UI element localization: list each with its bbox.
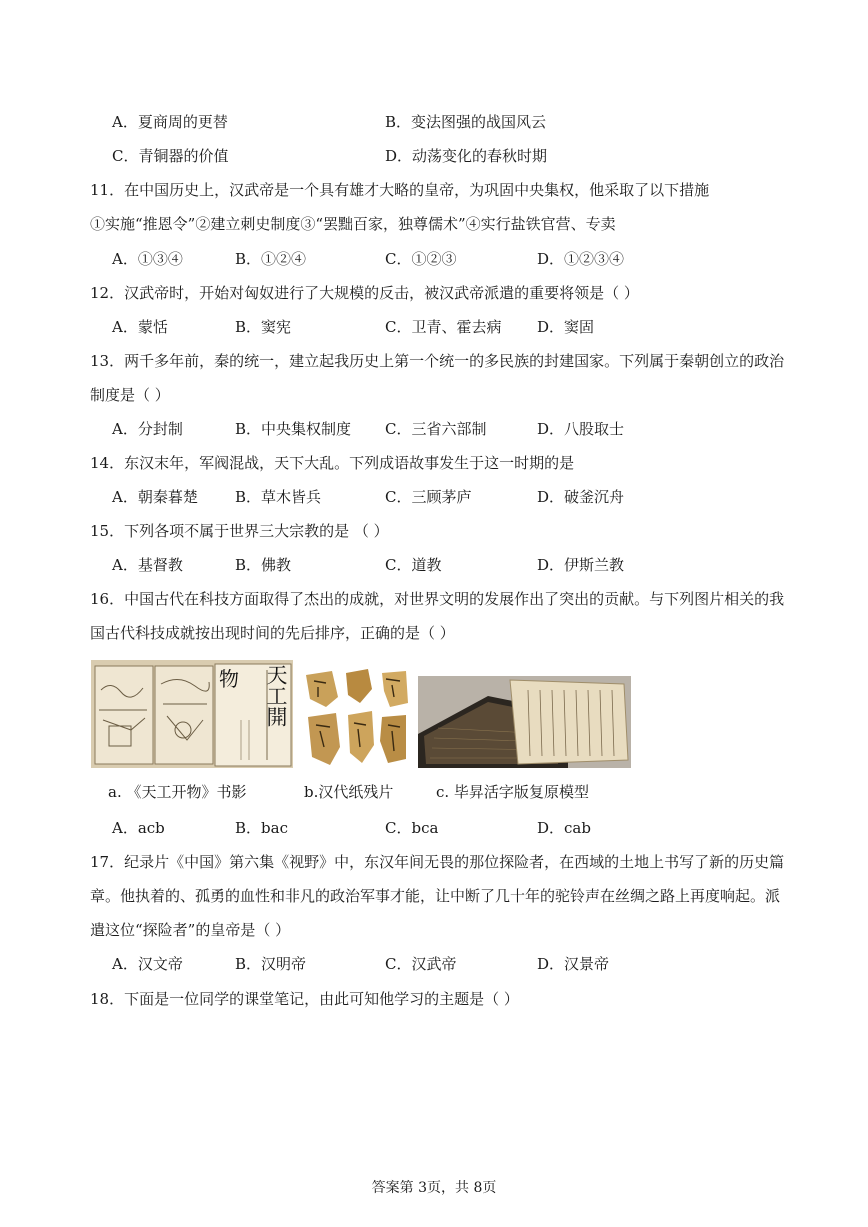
q16-stem-continued: 国古代科技成就按出现时间的先后排序，正确的是（ ） xyxy=(90,624,455,642)
q14-option-b: B．草木皆兵 xyxy=(235,488,322,506)
q17-option-c: C．汉武帝 xyxy=(385,955,457,973)
q17-stem-continued: 章。他执着的、孤勇的血性和非凡的政治军事才能，让中断了几十年的驼铃声在丝绸之路上再度响起。派 xyxy=(90,887,781,905)
q13-option-c: C．三省六部制 xyxy=(385,420,487,438)
q17-option-b: B．汉明帝 xyxy=(235,955,307,973)
page-footer: 答案第 3页，共 8页 xyxy=(371,1180,497,1196)
q11-stem: 11．在中国历史上，汉武帝是一个具有雄才大略的皇帝，为巩固中央集权，他采取了以下措施 xyxy=(90,181,710,199)
q13-stem-continued: 制度是（ ） xyxy=(90,386,170,404)
q16-option-c: C．bca xyxy=(385,819,439,837)
q11-option-d: D．①②③④ xyxy=(537,250,625,268)
q15-stem: 15．下列各项不属于世界三大宗教的是 （ ） xyxy=(90,522,389,540)
q15-option-a: A．基督教 xyxy=(112,556,183,574)
q18-stem: 18．下面是一位同学的课堂笔记，由此可知他学习的主题是（ ） xyxy=(90,990,519,1008)
q12-option-c: C．卫青、霍去病 xyxy=(385,318,502,336)
q15-option-b: B．佛教 xyxy=(235,556,292,574)
q12-option-b: B．窦宪 xyxy=(235,318,292,336)
q10-option-a: A．夏商周的更替 xyxy=(112,113,228,131)
movable-type-model-image xyxy=(418,676,631,768)
q17-stem: 17．纪录片《中国》第六集《视野》中，东汉年间无畏的那位探险者，在西域的土地上书写了新的历史篇 xyxy=(90,853,785,871)
q14-option-a: A．朝秦暮楚 xyxy=(112,488,198,506)
q15-option-c: C．道教 xyxy=(385,556,442,574)
tiangong-kaiwu-book-image xyxy=(91,660,293,768)
han-paper-fragments-image xyxy=(302,667,410,769)
q13-option-d: D．八股取士 xyxy=(537,420,625,438)
q13-option-a: A．分封制 xyxy=(112,420,183,438)
q15-option-d: D．伊斯兰教 xyxy=(537,556,625,574)
caption-a: a. 《天工开物》书影 xyxy=(108,783,247,801)
q17-stem-continued-2: 遣这位“探险者”的皇帝是（ ） xyxy=(90,921,291,939)
q10-option-d: D．动荡变化的春秋时期 xyxy=(385,147,548,165)
q16-stem: 16．中国古代在科技方面取得了杰出的成就，对世界文明的发展作出了突出的贡献。与下列图片相关的我 xyxy=(90,590,785,608)
q12-stem: 12．汉武帝时，开始对匈奴进行了大规模的反击，被汉武帝派遣的重要将领是（ ） xyxy=(90,284,639,302)
q14-option-c: C．三顾茅庐 xyxy=(385,488,472,506)
q13-stem: 13．两千多年前，秦的统一，建立起我历史上第一个统一的多民族的封建国家。下列属于秦朝创立的政治 xyxy=(90,352,785,370)
book-title-vertical: 天工開 xyxy=(264,664,288,727)
q14-stem: 14．东汉末年，军阀混战，天下大乱。下列成语故事发生于这一时期的是 xyxy=(90,454,575,472)
q10-option-b: B．变法图强的战国风云 xyxy=(385,113,547,131)
q14-option-d: D．破釜沉舟 xyxy=(537,488,625,506)
q16-option-b: B．bac xyxy=(235,819,288,837)
q11-option-b: B．①②④ xyxy=(235,250,307,268)
q11-option-c: C．①②③ xyxy=(385,250,457,268)
q13-option-b: B．中央集权制度 xyxy=(235,420,352,438)
q12-option-a: A．蒙恬 xyxy=(112,318,168,336)
q12-option-d: D．窦固 xyxy=(537,318,595,336)
q17-option-d: D．汉景帝 xyxy=(537,955,610,973)
q16-option-d: D．cab xyxy=(537,819,591,837)
q11-option-a: A．①③④ xyxy=(112,250,183,268)
q10-option-c: C．青铜器的价值 xyxy=(112,147,229,165)
book-side-char: 物 xyxy=(219,667,239,691)
caption-c: c. 毕昇活字版复原模型 xyxy=(436,783,589,801)
q17-option-a: A．汉文帝 xyxy=(112,955,183,973)
q11-stem-continued: ①实施“推恩令”②建立刺史制度③“罢黜百家，独尊儒术”④实行盐铁官营、专卖 xyxy=(90,215,616,233)
caption-b: b.汉代纸残片 xyxy=(304,783,394,801)
q16-option-a: A．acb xyxy=(112,819,165,837)
